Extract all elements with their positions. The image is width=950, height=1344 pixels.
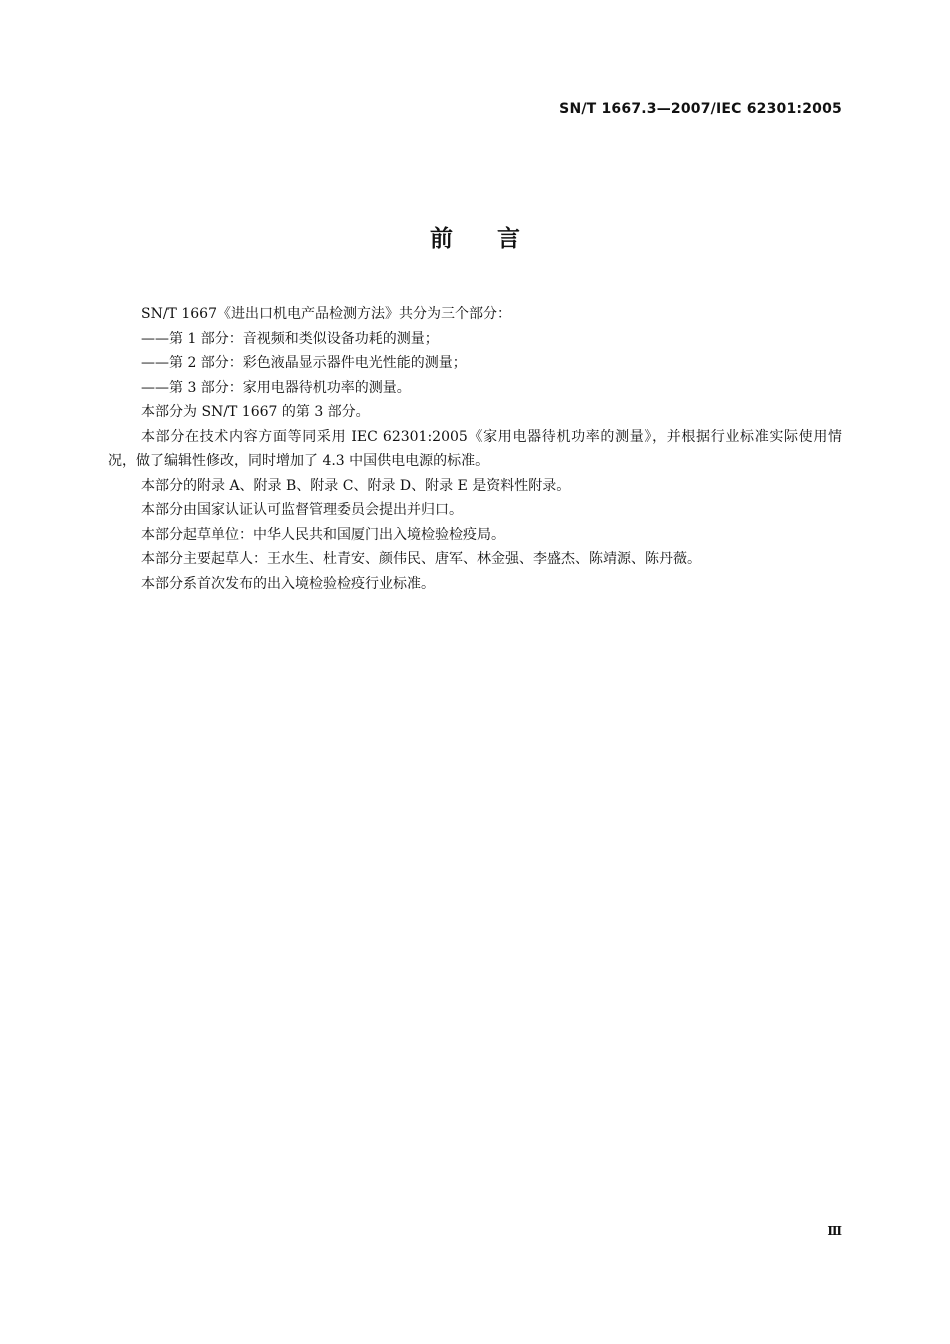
foreword-body (108, 302, 842, 596)
paragraph: 本部分由国家认证认可监督管理委员会提出并归口。 (141, 502, 463, 518)
paragraph: 本部分为 SN/T 1667 的第 3 部分。 (141, 404, 370, 420)
paragraph: 本部分在技术内容方面等同采用 IEC 62301:2005《家用电器待机功率的测量》，并根据行业标准实际使用情况，做了编辑性修改，同时增加了 4.3 中国供电电源的标准。 (108, 428, 842, 469)
page-title: 前言 (430, 226, 564, 252)
standard-number: SN/T 1667.3—2007/IEC 62301:2005 (559, 101, 842, 117)
paragraph: SN/T 1667《进出口机电产品检测方法》共分为三个部分： (141, 306, 511, 322)
paragraph: ——第 2 部分：彩色液晶显示器件电光性能的测量； (141, 355, 467, 371)
paragraph: ——第 3 部分：家用电器待机功率的测量。 (141, 379, 411, 396)
paragraph: 本部分系首次发布的出入境检验检疫行业标准。 (141, 575, 435, 592)
paragraph: 本部分的附录 A、附录 B、附录 C、附录 D、附录 E 是资料性附录。 (141, 477, 571, 494)
page-number: Ⅲ (827, 1224, 842, 1238)
paragraph: ——第 1 部分：音视频和类似设备功耗的测量； (141, 330, 439, 347)
paragraph: 本部分主要起草人：王水生、杜青安、颜伟民、唐军、林金强、李盛杰、陈靖源、陈丹薇。 (141, 551, 701, 567)
paragraph: 本部分起草单位：中华人民共和国厦门出入境检验检疫局。 (141, 526, 505, 543)
